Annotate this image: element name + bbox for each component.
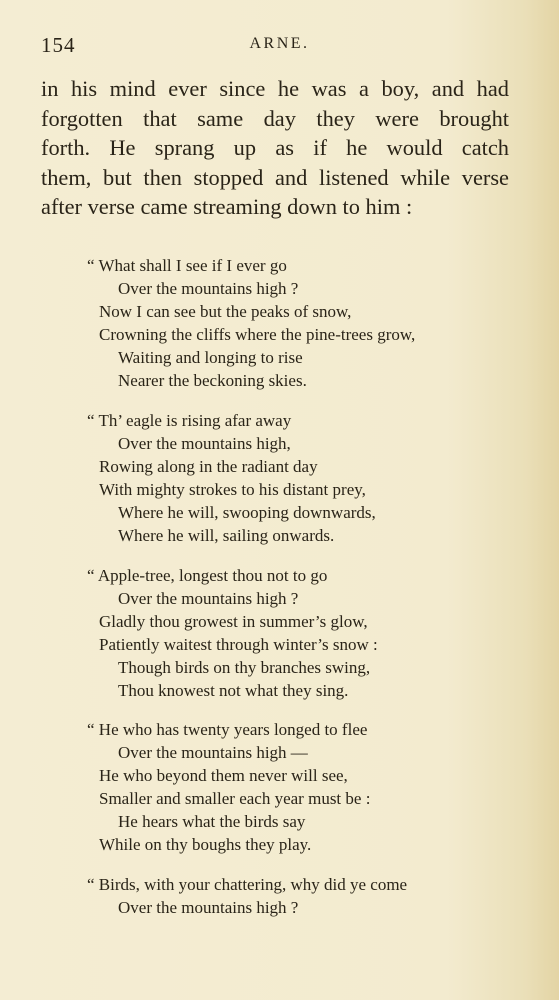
verse-line: Over the mountains high ? (118, 279, 299, 298)
verse-line: Nearer the beckoning skies. (118, 371, 307, 390)
verse-line: “ Th’ eagle is rising afar away (87, 411, 292, 430)
verse-line: Smaller and smaller each year must be : (99, 789, 371, 808)
verse-line: “ Apple-tree, longest thou not to go (87, 566, 328, 585)
verse-line: “ What shall I see if I ever go (87, 256, 287, 275)
verse-line: While on thy boughs they play. (99, 835, 312, 854)
verse-line: “ Birds, with your chattering, why did ye come (87, 875, 408, 894)
verse-line: He hears what the birds say (118, 812, 306, 831)
verse-line: Waiting and longing to rise (118, 348, 303, 367)
running-head: ARNE. (249, 35, 310, 52)
verse-line: Over the mountains high, (118, 434, 291, 453)
verse-line: Over the mountains high — (118, 743, 308, 762)
verse-line: Rowing along in the radiant day (99, 457, 318, 476)
verse-line: Thou knowest not what they sing. (118, 681, 349, 700)
prose-line: in his mind ever since he was a boy, and had (41, 76, 509, 101)
prose-line: forth. He sprang up as if he would catch (41, 135, 509, 160)
verse-line: Where he will, sailing onwards. (118, 526, 335, 545)
verse-line: With mighty strokes to his distant prey, (99, 480, 366, 499)
verse-line: Where he will, swooping downwards, (118, 503, 376, 522)
verse-line: He who beyond them never will see, (99, 766, 348, 785)
prose-line: them, but then stopped and listened while verse (41, 164, 509, 190)
prose-line: forgotten that same day they were brought (41, 105, 509, 131)
verse-line: Over the mountains high ? (118, 898, 299, 917)
verse-line: Over the mountains high ? (118, 589, 299, 608)
page-number: 154 (41, 33, 76, 57)
verse-line: “ He who has twenty years longed to flee (87, 720, 368, 739)
verse-line: Crowning the cliffs where the pine-trees grow, (99, 325, 416, 344)
verse-line: Gladly thou growest in summer’s glow, (99, 612, 368, 631)
verse-line: Patiently waitest through winter’s snow : (99, 635, 378, 654)
verse-line: Now I can see but the peaks of snow, (99, 302, 352, 321)
prose-line: after verse came streaming down to him : (41, 194, 413, 219)
prose-paragraph (41, 74, 509, 222)
verse-line: Though birds on thy branches swing, (118, 658, 371, 677)
